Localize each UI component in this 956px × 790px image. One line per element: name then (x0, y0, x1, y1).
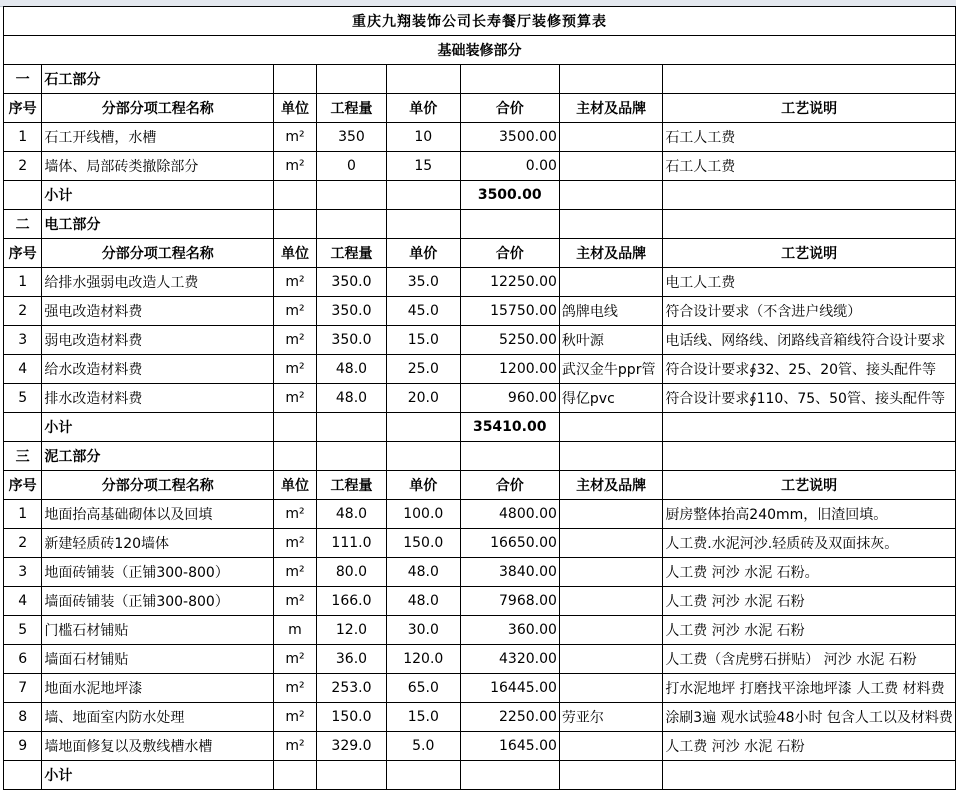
empty-cell[interactable] (663, 65, 956, 94)
item-total[interactable]: 3840.00 (460, 558, 559, 587)
item-name[interactable]: 排水改造材料费 (42, 384, 274, 413)
item-unit-price[interactable]: 25.0 (387, 355, 460, 384)
item-note[interactable]: 人工费（含虎劈石拼贴） 河沙 水泥 石粉 (663, 645, 956, 674)
subtotal-label[interactable]: 小计 (42, 181, 274, 210)
empty-cell[interactable] (274, 761, 317, 790)
table-row (4, 355, 956, 384)
item-unit[interactable]: m² (274, 326, 317, 355)
item-unit-price[interactable]: 45.0 (387, 297, 460, 326)
empty-cell[interactable] (274, 442, 317, 471)
item-brand[interactable] (559, 152, 662, 181)
table-row (4, 123, 956, 152)
header-brand[interactable]: 主材及品牌 (559, 471, 662, 500)
header-no[interactable]: 序号 (4, 239, 42, 268)
item-brand[interactable]: 秋叶源 (559, 326, 662, 355)
item-name[interactable]: 墙地面修复以及敷线槽水槽 (42, 732, 274, 761)
table-row (4, 384, 956, 413)
section-row (4, 65, 956, 94)
table-row (4, 703, 956, 732)
table-row (4, 529, 956, 558)
item-note[interactable]: 人工费 河沙 水泥 石粉 (663, 616, 956, 645)
empty-cell[interactable] (274, 65, 317, 94)
item-brand[interactable] (559, 674, 662, 703)
subtotal-row (4, 413, 956, 442)
item-total[interactable]: 0.00 (460, 152, 559, 181)
header-total[interactable]: 合价 (460, 239, 559, 268)
header-row (4, 239, 956, 268)
item-quantity[interactable]: 48.0 (316, 500, 386, 529)
item-total[interactable]: 2250.00 (460, 703, 559, 732)
empty-cell[interactable] (559, 181, 662, 210)
item-note[interactable]: 厨房整体抬高240mm，旧渣回填。 (663, 500, 956, 529)
item-unit[interactable]: m² (274, 152, 317, 181)
item-brand[interactable] (559, 268, 662, 297)
header-row (4, 471, 956, 500)
item-total[interactable]: 5250.00 (460, 326, 559, 355)
item-unit-price[interactable]: 100.0 (387, 500, 460, 529)
header-note[interactable]: 工艺说明 (663, 94, 956, 123)
table-row (4, 616, 956, 645)
header-name[interactable]: 分部分项工程名称 (42, 471, 274, 500)
empty-cell[interactable] (387, 442, 460, 471)
row-number[interactable]: 3 (4, 558, 42, 587)
table-row (4, 326, 956, 355)
item-unit-price[interactable]: 30.0 (387, 616, 460, 645)
item-note[interactable]: 电工人工费 (663, 268, 956, 297)
empty-cell[interactable] (387, 413, 460, 442)
item-total[interactable]: 12250.00 (460, 268, 559, 297)
subtotal-value[interactable]: 35410.00 (460, 413, 559, 442)
empty-cell[interactable] (460, 442, 559, 471)
section-name[interactable]: 泥工部分 (42, 442, 274, 471)
item-name[interactable]: 弱电改造材料费 (42, 326, 274, 355)
section-number[interactable]: 二 (4, 210, 42, 239)
item-unit[interactable]: m (274, 616, 317, 645)
row-number[interactable]: 1 (4, 268, 42, 297)
subtotal-label[interactable]: 小计 (42, 761, 274, 790)
header-qty[interactable]: 工程量 (316, 94, 386, 123)
header-unit[interactable]: 单位 (274, 471, 317, 500)
header-total[interactable]: 合价 (460, 471, 559, 500)
item-quantity[interactable]: 350 (316, 123, 386, 152)
item-name[interactable]: 强电改造材料费 (42, 297, 274, 326)
empty-cell[interactable] (559, 761, 662, 790)
empty-cell[interactable] (387, 65, 460, 94)
budget-sheet (3, 6, 956, 790)
item-unit-price[interactable]: 35.0 (387, 268, 460, 297)
item-name[interactable]: 给水改造材料费 (42, 355, 274, 384)
item-brand[interactable] (559, 616, 662, 645)
item-note[interactable]: 人工费 河沙 水泥 石粉。 (663, 558, 956, 587)
item-note[interactable]: 符合设计要求∮32、25、20管、接头配件等 (663, 355, 956, 384)
item-name[interactable]: 给排水强弱电改造人工费 (42, 268, 274, 297)
row-number[interactable]: 7 (4, 674, 42, 703)
empty-cell[interactable] (316, 413, 386, 442)
empty-cell[interactable] (663, 761, 956, 790)
item-note[interactable]: 人工费 河沙 水泥 石粉 (663, 732, 956, 761)
header-brand[interactable]: 主材及品牌 (559, 94, 662, 123)
item-note[interactable]: 石工人工费 (663, 123, 956, 152)
item-unit[interactable]: m² (274, 268, 317, 297)
item-total[interactable]: 4320.00 (460, 645, 559, 674)
empty-cell[interactable] (559, 413, 662, 442)
subtotal-row (4, 761, 956, 790)
section-row (4, 442, 956, 471)
item-total[interactable]: 16445.00 (460, 674, 559, 703)
item-unit[interactable]: m² (274, 732, 317, 761)
item-unit-price[interactable]: 5.0 (387, 732, 460, 761)
empty-cell[interactable] (316, 65, 386, 94)
empty-cell[interactable] (663, 442, 956, 471)
item-quantity[interactable]: 350.0 (316, 326, 386, 355)
empty-cell[interactable] (274, 210, 317, 239)
row-number[interactable]: 2 (4, 529, 42, 558)
empty-cell[interactable] (559, 210, 662, 239)
table-row (4, 500, 956, 529)
item-unit[interactable]: m² (274, 645, 317, 674)
row-number[interactable]: 2 (4, 152, 42, 181)
item-total[interactable]: 7968.00 (460, 587, 559, 616)
item-unit[interactable]: m² (274, 355, 317, 384)
item-quantity[interactable]: 0 (316, 152, 386, 181)
item-total[interactable]: 960.00 (460, 384, 559, 413)
header-no[interactable]: 序号 (4, 94, 42, 123)
item-brand[interactable]: 得亿pvc (559, 384, 662, 413)
row-number[interactable]: 8 (4, 703, 42, 732)
table-row (4, 297, 956, 326)
empty-cell[interactable] (387, 181, 460, 210)
item-quantity[interactable]: 111.0 (316, 529, 386, 558)
item-note[interactable]: 符合设计要求（不含进户线缆） (663, 297, 956, 326)
section-row (4, 210, 956, 239)
item-brand[interactable] (559, 587, 662, 616)
empty-cell[interactable] (663, 413, 956, 442)
item-name[interactable]: 墙体、局部砖类撤除部分 (42, 152, 274, 181)
item-total[interactable]: 15750.00 (460, 297, 559, 326)
item-unit-price[interactable]: 10 (387, 123, 460, 152)
item-unit[interactable]: m² (274, 587, 317, 616)
subtotal-value[interactable] (460, 761, 559, 790)
empty-cell[interactable] (316, 181, 386, 210)
item-quantity[interactable]: 80.0 (316, 558, 386, 587)
item-quantity[interactable]: 36.0 (316, 645, 386, 674)
item-note[interactable]: 涂刷3遍 观水试验48小时 包含人工以及材料费 (663, 703, 956, 732)
sheet-subtitle[interactable]: 基础装修部分 (4, 36, 956, 65)
item-name[interactable]: 墙面砖铺装（正铺300-800） (42, 587, 274, 616)
empty-cell[interactable] (274, 413, 317, 442)
row-number[interactable]: 5 (4, 384, 42, 413)
item-quantity[interactable]: 12.0 (316, 616, 386, 645)
item-note[interactable]: 人工费.水泥河沙.轻质砖及双面抹灰。 (663, 529, 956, 558)
sheet-title[interactable]: 重庆九翔装饰公司长寿餐厅装修预算表 (4, 7, 956, 36)
item-total[interactable]: 4800.00 (460, 500, 559, 529)
empty-cell[interactable] (663, 181, 956, 210)
item-unit-price[interactable]: 48.0 (387, 587, 460, 616)
subtotal-value[interactable]: 3500.00 (460, 181, 559, 210)
item-unit-price[interactable]: 20.0 (387, 384, 460, 413)
header-total[interactable]: 合价 (460, 94, 559, 123)
item-brand[interactable] (559, 558, 662, 587)
empty-cell[interactable] (663, 210, 956, 239)
row-number[interactable]: 4 (4, 355, 42, 384)
section-name[interactable]: 石工部分 (42, 65, 274, 94)
empty-cell[interactable] (387, 210, 460, 239)
item-note[interactable]: 石工人工费 (663, 152, 956, 181)
section-name[interactable]: 电工部分 (42, 210, 274, 239)
row-number[interactable]: 2 (4, 297, 42, 326)
table-row (4, 558, 956, 587)
row-number[interactable]: 6 (4, 645, 42, 674)
section-number[interactable]: 三 (4, 442, 42, 471)
item-unit-price[interactable]: 48.0 (387, 558, 460, 587)
row-number[interactable]: 1 (4, 123, 42, 152)
item-brand[interactable]: 劳亚尔 (559, 703, 662, 732)
empty-cell[interactable] (4, 413, 42, 442)
empty-cell[interactable] (316, 442, 386, 471)
item-name[interactable]: 地面抬高基础砌体以及回填 (42, 500, 274, 529)
item-note[interactable]: 电话线、网络线、闭路线音箱线符合设计要求 (663, 326, 956, 355)
item-name[interactable]: 地面水泥地坪漆 (42, 674, 274, 703)
item-name[interactable]: 墙面石材铺贴 (42, 645, 274, 674)
item-name[interactable]: 石工开线槽，水槽 (42, 123, 274, 152)
item-quantity[interactable]: 253.0 (316, 674, 386, 703)
item-unit[interactable]: m² (274, 297, 317, 326)
row-number[interactable]: 4 (4, 587, 42, 616)
header-note[interactable]: 工艺说明 (663, 471, 956, 500)
item-brand[interactable] (559, 732, 662, 761)
item-total[interactable]: 1645.00 (460, 732, 559, 761)
item-brand[interactable]: 武汉金牛ppr管 (559, 355, 662, 384)
header-price[interactable]: 单价 (387, 94, 460, 123)
item-unit[interactable]: m² (274, 674, 317, 703)
header-row (4, 94, 956, 123)
header-unit[interactable]: 单位 (274, 94, 317, 123)
item-quantity[interactable]: 350.0 (316, 297, 386, 326)
item-brand[interactable] (559, 500, 662, 529)
item-name[interactable]: 新建轻质砖120墙体 (42, 529, 274, 558)
item-note[interactable]: 打水泥地坪 打磨找平涂地坪漆 人工费 材料费 (663, 674, 956, 703)
empty-cell[interactable] (460, 210, 559, 239)
item-quantity[interactable]: 150.0 (316, 703, 386, 732)
empty-cell[interactable] (4, 761, 42, 790)
row-number[interactable]: 3 (4, 326, 42, 355)
item-unit[interactable]: m² (274, 384, 317, 413)
header-name[interactable]: 分部分项工程名称 (42, 94, 274, 123)
header-no[interactable]: 序号 (4, 471, 42, 500)
item-unit-price[interactable]: 120.0 (387, 645, 460, 674)
header-price[interactable]: 单价 (387, 471, 460, 500)
item-unit[interactable]: m² (274, 529, 317, 558)
item-unit-price[interactable]: 15 (387, 152, 460, 181)
item-brand[interactable] (559, 529, 662, 558)
item-total[interactable]: 16650.00 (460, 529, 559, 558)
header-unit[interactable]: 单位 (274, 239, 317, 268)
item-note[interactable]: 人工费 河沙 水泥 石粉 (663, 587, 956, 616)
header-note[interactable]: 工艺说明 (663, 239, 956, 268)
header-brand[interactable]: 主材及品牌 (559, 239, 662, 268)
table-row (4, 587, 956, 616)
subtotal-row (4, 181, 956, 210)
item-unit-price[interactable]: 65.0 (387, 674, 460, 703)
item-unit[interactable]: m² (274, 500, 317, 529)
item-total[interactable]: 360.00 (460, 616, 559, 645)
item-unit[interactable]: m² (274, 123, 317, 152)
table-row (4, 645, 956, 674)
item-unit-price[interactable]: 15.0 (387, 703, 460, 732)
item-quantity[interactable]: 350.0 (316, 268, 386, 297)
empty-cell[interactable] (316, 761, 386, 790)
section-number[interactable]: 一 (4, 65, 42, 94)
empty-cell[interactable] (559, 442, 662, 471)
row-number[interactable]: 1 (4, 500, 42, 529)
table-row (4, 674, 956, 703)
item-quantity[interactable]: 329.0 (316, 732, 386, 761)
item-total[interactable]: 3500.00 (460, 123, 559, 152)
item-unit[interactable]: m² (274, 558, 317, 587)
empty-cell[interactable] (559, 65, 662, 94)
item-brand[interactable] (559, 123, 662, 152)
item-brand[interactable]: 鸽牌电线 (559, 297, 662, 326)
item-note[interactable]: 符合设计要求∮110、75、50管、接头配件等 (663, 384, 956, 413)
header-name[interactable]: 分部分项工程名称 (42, 239, 274, 268)
item-quantity[interactable]: 48.0 (316, 355, 386, 384)
item-quantity[interactable]: 48.0 (316, 384, 386, 413)
header-price[interactable]: 单价 (387, 239, 460, 268)
item-unit[interactable]: m² (274, 703, 317, 732)
item-name[interactable]: 地面砖铺装（正铺300-800） (42, 558, 274, 587)
empty-cell[interactable] (4, 181, 42, 210)
table-row (4, 152, 956, 181)
subtotal-label[interactable]: 小计 (42, 413, 274, 442)
row-number[interactable]: 9 (4, 732, 42, 761)
header-qty[interactable]: 工程量 (316, 471, 386, 500)
item-name[interactable]: 门槛石材铺贴 (42, 616, 274, 645)
empty-cell[interactable] (316, 210, 386, 239)
item-brand[interactable] (559, 645, 662, 674)
header-qty[interactable]: 工程量 (316, 239, 386, 268)
item-total[interactable]: 1200.00 (460, 355, 559, 384)
item-quantity[interactable]: 166.0 (316, 587, 386, 616)
empty-cell[interactable] (274, 181, 317, 210)
item-unit-price[interactable]: 150.0 (387, 529, 460, 558)
row-number[interactable]: 5 (4, 616, 42, 645)
table-row (4, 732, 956, 761)
empty-cell[interactable] (387, 761, 460, 790)
item-name[interactable]: 墙、地面室内防水处理 (42, 703, 274, 732)
table-row (4, 268, 956, 297)
item-unit-price[interactable]: 15.0 (387, 326, 460, 355)
empty-cell[interactable] (460, 65, 559, 94)
